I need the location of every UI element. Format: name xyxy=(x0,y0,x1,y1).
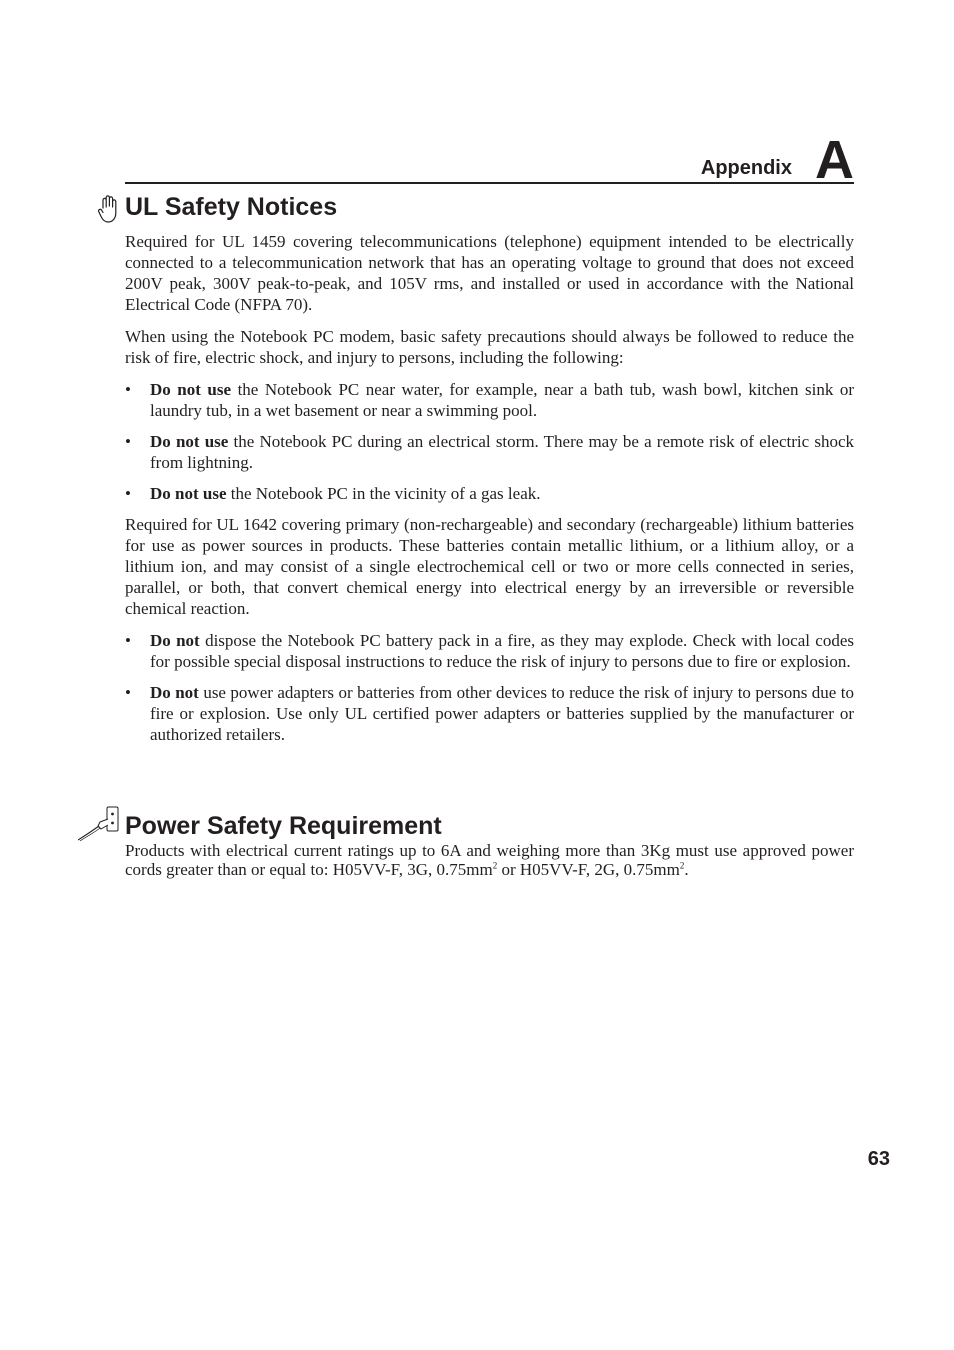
paragraph-ul1642: Required for UL 1642 covering primary (non-rechargeable) and secondary (rechargeable) lithium batteries for use as power sources in products. These batteries contain metallic lithium, or a lithium alloy, or a lithium ion, and may consist of a single electrochemical cell or two or more cells connected in series, parallel, or both, that convert chemical energy into electrical energy by an irreversible or reversible chemical reaction. xyxy=(125,515,854,618)
battery-precaution-list xyxy=(125,630,854,745)
power-plug-icon xyxy=(78,805,122,843)
list-item: • Do not use power adapters or batteries from other devices to reduce the risk of injury to persons due to fire or explosion. Use only UL certified power adapters or batteries supplied by the manufacturer or authorized retailers. xyxy=(125,683,854,744)
list-item: • Do not use the Notebook PC during an electrical storm. There may be a remote risk of electric shock from lightning. xyxy=(125,432,854,472)
appendix-label: Appendix xyxy=(700,157,792,179)
appendix-letter: A xyxy=(815,130,854,190)
section-title: Power Safety Requirement xyxy=(125,812,442,840)
paragraph-power-cords: Products with electrical current ratings up to 6A and weighing more than 3Kg must use approved power cords greater than or equal to: H05VV-F, 3G, $0.75mm^2$ or H05VV-F, 2G, $0.75mm^2$. xyxy=(125,841,854,879)
list-item: • Do not use the Notebook PC near water, for example, near a bath tub, wash bowl, kitchen sink or laundry tub, in a wet basement or near a swimming pool. xyxy=(125,380,854,420)
paragraph-modem-precautions: When using the Notebook PC modem, basic safety precautions should always be followed to reduce the risk of fire, electric shock, and injury to persons, including the following: xyxy=(125,327,854,367)
modem-precaution-list xyxy=(125,379,854,504)
appendix-header xyxy=(125,128,854,190)
section-title: UL Safety Notices xyxy=(125,193,338,221)
page-number: 63 xyxy=(867,1148,890,1170)
list-item: • Do not dispose the Notebook PC battery pack in a fire, as they may explode. Check with local codes for possible special disposal instructions to reduce the risk of injury to persons due to fire or explosion. xyxy=(125,631,854,671)
ul-safety-section xyxy=(125,192,854,755)
power-safety-section xyxy=(125,811,854,890)
hand-icon xyxy=(97,194,121,224)
list-item: • Do not use the Notebook PC in the vicinity of a gas leak. xyxy=(125,484,541,503)
paragraph-ul1459: Required for UL 1459 covering telecommunications (telephone) equipment intended to be electrically connected to a telecommunication network that has an operating voltage to ground that does not exceed 200V peak, 300V peak-to-peak, and 105V rms, and installed or used in accordance with the National Electrical Code (NFPA 70). xyxy=(125,232,854,314)
